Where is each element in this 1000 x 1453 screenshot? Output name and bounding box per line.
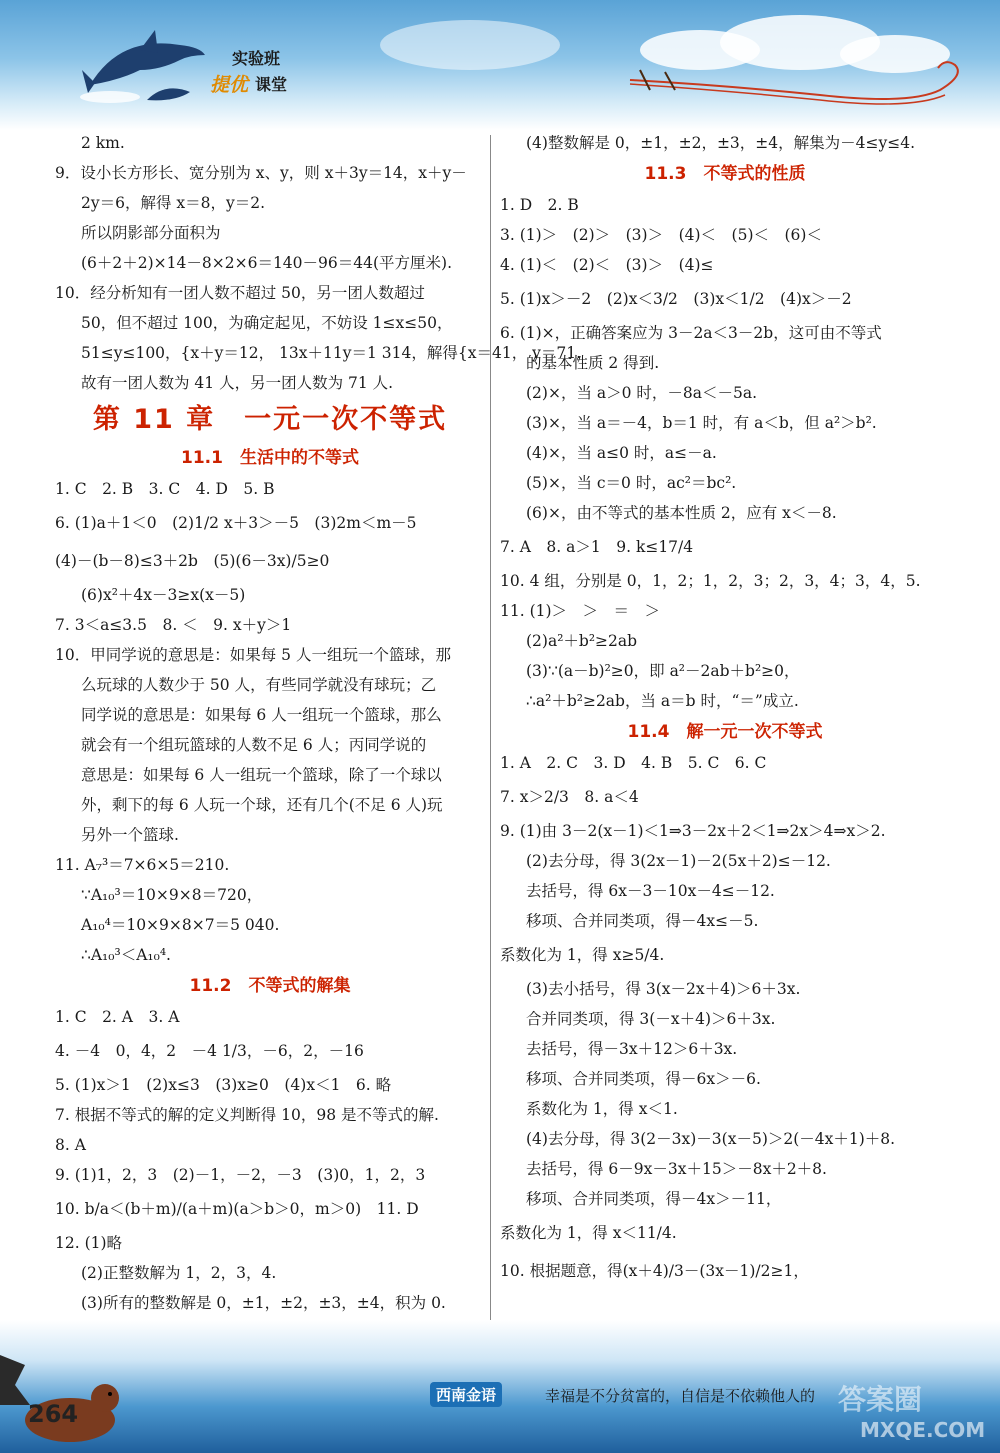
answer-line: 去括号，得 6x－3－10x－4≤－12. (526, 882, 775, 900)
watermark-text: 答案圈 (838, 1383, 923, 1416)
page-number: 264 (28, 1400, 79, 1428)
answer-line: 移项、合并同类项，得－4x≤－5. (526, 912, 759, 930)
series-badge (200, 42, 340, 100)
answer-line: 另外一个篮球. (81, 826, 179, 844)
answer-line: 4. (1)＜ (2)＜ (3)＞ (4)≤ (500, 256, 714, 274)
answer-line: 合并同类项，得 3(－x＋4)＞6＋3x. (526, 1010, 776, 1028)
badge-right-text: 课堂 (255, 75, 288, 94)
answer-line: 9. (1)1，2，3 (2)－1，－2，－3 (3)0，1，2，3 (55, 1166, 426, 1184)
answer-line: 1. A 2. C 3. D 4. B 5. C 6. C (500, 754, 767, 772)
answer-line: 9．设小长方形长、宽分别为 x、y，则 x＋3y＝14，x＋y－ (55, 164, 467, 182)
answer-line: ∴A₁₀³＜A₁₀⁴. (81, 946, 171, 964)
answer-line: 系数化为 1，得 x＜11/4. (500, 1224, 677, 1242)
answer-line: 10．甲同学说的意思是：如果每 5 人一组玩一个篮球，那 (55, 646, 451, 664)
answer-line: ∴a²＋b²≥2ab，当 a＝b 时，“＝”成立. (526, 692, 799, 710)
column-divider (490, 135, 491, 1335)
answer-line: 5. (1)x＞－2 (2)x＜3/2 (3)x＜1/2 (4)x＞－2 (500, 290, 852, 308)
answer-line: 系数化为 1，得 x≥5/4. (500, 946, 665, 964)
section-heading: 11.4 解一元一次不等式 (627, 722, 823, 742)
answer-line: 10. b/a＜(b＋m)/(a＋m)(a＞b＞0，m＞0) 11. D (55, 1200, 419, 1218)
answer-line: (2)正整数解为 1，2，3，4. (81, 1264, 277, 1282)
answer-line: 11. A₇³＝7×6×5＝210. (55, 856, 230, 874)
section-heading: 11.1 生活中的不等式 (181, 448, 359, 468)
answer-line: 1. D 2. B (500, 196, 579, 214)
answer-line: 4. －4 0，4，2 －4 1/3，－6，2，－16 (55, 1042, 364, 1060)
answer-line: 10. 根据题意，得(x＋4)/3－(3x－1)/2≥1， (500, 1262, 809, 1280)
answer-line: (3)×，当 a＝－4，b＝1 时，有 a＜b，但 a²＞b². (526, 414, 877, 432)
answer-line: 3. (1)＞ (2)＞ (3)＞ (4)＜ (5)＜ (6)＜ (500, 226, 822, 244)
answer-line: 7. 3＜a≤3.5 8. ＜ 9. x＋y＞1 (55, 616, 292, 634)
answer-line: (6)x²＋4x－3≥x(x－5) (81, 586, 246, 604)
answer-line: (4)×，当 a≤0 时，a≤－a. (526, 444, 717, 462)
answer-line: (2)×，当 a＞0 时，－8a＜－5a. (526, 384, 758, 402)
motto-tag: 西南金语 (430, 1382, 502, 1407)
answer-line: (6)×，由不等式的基本性质 2，应有 x＜－8. (526, 504, 837, 522)
rock-icon (0, 1345, 40, 1405)
answer-line: (3)∵(a－b)²≥0，即 a²－2ab＋b²≥0， (526, 662, 800, 680)
answer-line: A₁₀⁴＝10×9×8×7＝5 040. (81, 916, 280, 934)
watermark-url: MXQE.COM (860, 1418, 986, 1442)
answer-line: (2)a²＋b²≥2ab (526, 632, 638, 650)
answer-line: 移项、合并同类项，得－4x＞－11， (526, 1190, 782, 1208)
answer-line: (6＋2＋2)×14－8×2×6＝140－96＝44(平方厘米). (81, 254, 453, 272)
answer-line: (3)去小括号，得 3(x－2x＋4)＞6＋3x. (526, 980, 801, 998)
badge-left-text: 提优 (210, 74, 249, 96)
answer-line: 6. (1)a＋1＜0 (2)1/2 x＋3＞－5 (3)2m＜m－5 (55, 514, 417, 532)
answer-line: 系数化为 1，得 x＜1. (526, 1100, 678, 1118)
answer-line: 10．经分析知有一团人数不超过 50，另一团人数超过 (55, 284, 425, 302)
answer-line: 故有一团人数为 41 人，另一团人数为 71 人. (81, 374, 394, 392)
section-heading: 11.3 不等式的性质 (644, 164, 806, 184)
answer-line: 12. (1)略 (55, 1234, 123, 1252)
answer-line: 去括号，得 6－9x－3x＋15＞－8x＋2＋8. (526, 1160, 827, 1178)
answer-line: 所以阴影部分面积为 (81, 224, 221, 242)
answer-line: (4)去分母，得 3(2－3x)－3(x－5)＞2(－4x＋1)＋8. (526, 1130, 896, 1148)
answer-line: (2)去分母，得 3(2x－1)－2(5x＋2)≤－12. (526, 852, 831, 870)
chapter-heading: 第 11 章 一元一次不等式 (92, 404, 448, 435)
answer-line: 6. (1)×，正确答案应为 3－2a＜3－2b，这可由不等式 (500, 324, 882, 342)
answer-line: 外，剩下的每 6 人玩一个球，还有几个(不足 6 人)玩 (81, 796, 443, 814)
answer-line: 5. (1)x＞1 (2)x≤3 (3)x≥0 (4)x＜1 6. 略 (55, 1076, 392, 1094)
answer-line: 9. (1)由 3－2(x－1)＜1⇒3－2x＋2＜1⇒2x＞4⇒x＞2. (500, 822, 886, 840)
answer-line: 移项、合并同类项，得－6x＞－6. (526, 1070, 761, 1088)
answer-line: (5)×，当 c＝0 时，ac²＝bc². (526, 474, 737, 492)
answer-line: 意思是：如果每 6 人一组玩一个篮球，除了一个球以 (81, 766, 442, 784)
answer-line: 同学说的意思是：如果每 6 人一组玩一个篮球，那么 (81, 706, 442, 724)
answer-line: 50，但不超过 100，为确定起见，不妨设 1≤x≤50， (81, 314, 453, 332)
answer-line: 1. C 2. B 3. C 4. D 5. B (55, 480, 275, 498)
page-header (0, 0, 1000, 130)
section-heading: 11.2 不等式的解集 (189, 976, 351, 996)
answer-line: (4)－(b－8)≤3＋2b (5)(6－3x)/5≥0 (55, 552, 330, 570)
answer-line: (4)整数解是 0，±1，±2，±3，±4，解集为－4≤y≤4. (526, 134, 916, 152)
rope-swirl-icon (620, 50, 1000, 130)
answer-line: 7. 根据不等式的解的定义判断得 10，98 是不等式的解. (55, 1106, 439, 1124)
badge-top-text: 实验班 (232, 49, 281, 68)
motto-text: 幸福是不分贫富的，自信是不依赖他人的 (545, 1387, 816, 1405)
answer-line: 51≤y≤100，{x＋y＝12， 13x＋11y＝1 314，解得{x＝41， y＝71. (81, 344, 582, 362)
answer-line: 8. A (55, 1136, 86, 1154)
answer-line: ∵A₁₀³＝10×9×8＝720， (81, 886, 263, 904)
answer-line: 就会有一个组玩篮球的人数不足 6 人；丙同学说的 (81, 736, 427, 754)
answer-line: 10. 4 组，分别是 0，1，2；1，2，3；2，3，4；3，4，5. (500, 572, 921, 590)
cloud-decoration (380, 20, 560, 70)
right-column (500, 128, 950, 1290)
answer-line: 1. C 2. A 3. A (55, 1008, 180, 1026)
answer-line: (3)所有的整数解是 0，±1，±2，±3，±4，积为 0. (81, 1294, 446, 1312)
answer-line: 么玩球的人数少于 50 人，有些同学就没有球玩；乙 (81, 676, 437, 694)
answer-line: 2y＝6，解得 x＝8，y＝2. (81, 194, 266, 212)
answer-line: 的基本性质 2 得到. (526, 354, 660, 372)
answer-line: 7. x＞2/3 8. a＜4 (500, 788, 639, 806)
dolphin-small-icon (145, 80, 195, 110)
answer-line: 2 km. (81, 134, 125, 152)
answer-line: 7. A 8. a＞1 9. k≤17/4 (500, 538, 694, 556)
answer-line: 11. (1)＞ ＞ ＝ ＞ (500, 602, 661, 620)
answer-line: 去括号，得－3x＋12＞6＋3x. (526, 1040, 738, 1058)
